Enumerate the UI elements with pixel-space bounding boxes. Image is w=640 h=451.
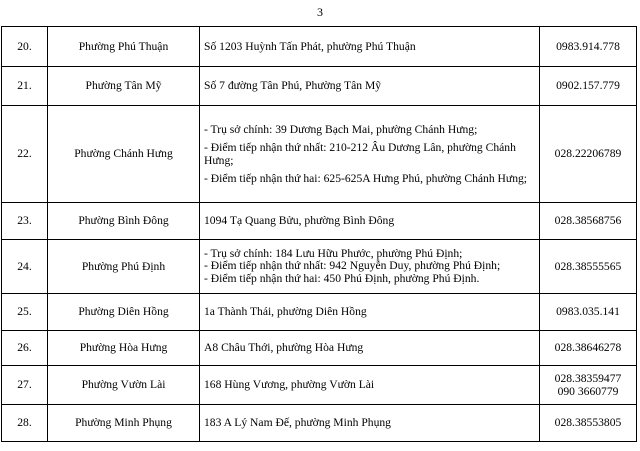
phone-number: 0902.157.779: [556, 79, 620, 93]
table-row: [2, 106, 637, 203]
address-line: - Điểm tiếp nhận thứ nhất: 210-212 Âu Dương Lân, phường Chánh Hưng;: [204, 140, 516, 167]
ward-name: Phường Minh Phụng: [48, 405, 200, 442]
phone-cell: [540, 106, 637, 203]
address-cell: [200, 203, 540, 240]
page-number: 3: [317, 5, 323, 19]
row-number: 20.: [2, 27, 48, 67]
address-line: A8 Châu Thới, phường Hòa Hưng: [204, 341, 364, 355]
address-cell: [200, 405, 540, 442]
table-row: [2, 331, 637, 366]
phone-cell: [540, 67, 637, 106]
address-line: - Điểm tiếp nhận thứ hai: 450 Phú Định, phường Phú Định.: [204, 271, 480, 285]
address-line: Số 7 đường Tân Phú, Phường Tân Mỹ: [204, 79, 382, 93]
ward-address-table: [1, 26, 637, 442]
phone-number: 0983.035.141: [556, 305, 620, 319]
address-cell: [200, 240, 540, 294]
table-row: [2, 203, 637, 240]
phone-number: 028.38553805: [554, 416, 622, 430]
phone-number: 028.38568756: [554, 214, 622, 228]
phone-number: 090 3660779: [557, 385, 619, 398]
ward-name: Phường Phú Thuận: [48, 27, 200, 67]
address-line: - Điểm tiếp nhận thứ nhất: 942 Nguyễn Duy, phường Phú Định;: [204, 259, 501, 273]
row-number: 22.: [2, 106, 48, 203]
table-row: [2, 405, 637, 442]
phone-cell: [540, 203, 637, 240]
table-row: [2, 67, 637, 106]
address-line: - Trụ sở chính: 39 Dương Bạch Mai, phường Chánh Hưng;: [204, 123, 478, 136]
ward-name: Phường Chánh Hưng: [48, 106, 200, 203]
row-number: 24.: [2, 240, 48, 294]
phone-cell: [540, 405, 637, 442]
address-line: Số 1203 Huỳnh Tấn Phát, phường Phú Thuận: [204, 39, 416, 53]
phone-number: 028.22206789: [554, 147, 622, 161]
address-cell: [200, 106, 540, 203]
phone-number: 028.38646278: [554, 341, 622, 355]
address-line: 168 Hùng Vương, phường Vườn Lài: [204, 378, 375, 392]
address-line: - Điểm tiếp nhận thứ hai: 625-625A Hưng Phú, phường Chánh Hưng;: [204, 171, 528, 185]
ward-name: Phường Diên Hồng: [48, 294, 200, 331]
phone-number: 028.38359477: [554, 371, 622, 385]
row-number: 26.: [2, 331, 48, 366]
ward-name: Phường Hòa Hưng: [48, 331, 200, 366]
table-row: [2, 366, 637, 405]
address-cell: [200, 67, 540, 106]
address-line: 1a Thành Thái, phường Diên Hồng: [204, 305, 367, 319]
phone-number: 028.38555565: [554, 259, 622, 273]
ward-name: Phường Vườn Lài: [48, 366, 200, 405]
row-number: 25.: [2, 294, 48, 331]
table-row: [2, 27, 637, 67]
phone-cell: [540, 331, 637, 366]
row-number: 21.: [2, 67, 48, 106]
address-cell: [200, 331, 540, 366]
ward-name: Phường Phú Định: [48, 240, 200, 294]
address-cell: [200, 27, 540, 67]
row-number: 27.: [2, 366, 48, 405]
phone-cell: [540, 27, 637, 67]
address-line: 1094 Tạ Quang Bửu, phường Bình Đông: [204, 214, 395, 228]
address-line: - Trụ sở chính: 184 Lưu Hữu Phước, phường Phú Định;: [204, 246, 463, 260]
table-row: [2, 240, 637, 294]
table-row: [2, 294, 637, 331]
address-line: 183 A Lý Nam Đế, phường Minh Phụng: [204, 416, 391, 430]
phone-cell: [540, 366, 637, 405]
phone-cell: [540, 294, 637, 331]
phone-cell: [540, 240, 637, 294]
row-number: 23.: [2, 203, 48, 240]
address-cell: [200, 294, 540, 331]
ward-name: Phường Tân Mỹ: [48, 67, 200, 106]
phone-number: 0983.914.778: [556, 39, 620, 53]
address-cell: [200, 366, 540, 405]
ward-name: Phường Bình Đông: [48, 203, 200, 240]
row-number: 28.: [2, 405, 48, 442]
